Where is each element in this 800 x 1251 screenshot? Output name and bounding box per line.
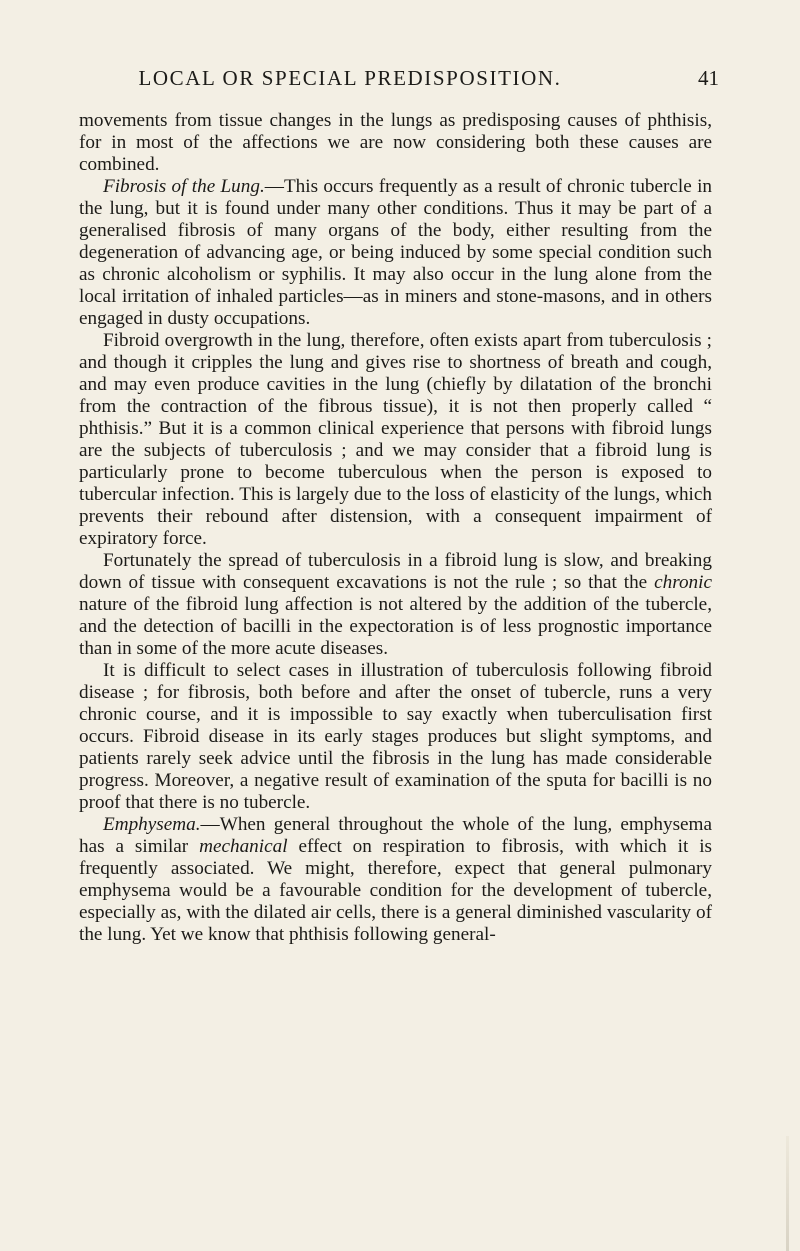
running-title: LOCAL OR SPECIAL PREDISPOSITION.: [138, 66, 562, 90]
page-number: 41: [698, 66, 719, 90]
paragraph-fortunately: [79, 550, 712, 660]
paragraph-fibroid-overgrowth: [79, 330, 712, 550]
paragraph-fortunately-text-a: Fortunately the spread of tuberculosis in a fibroid lung is slow, and breaking down of tissue with consequent excavations is not the rule ; so that the: [79, 550, 712, 593]
body-text: [79, 110, 712, 946]
paragraph-fibroid-overgrowth-text: Fibroid overgrowth in the lung, therefore, often exists apart from tuberculosis ; and though it cripples the lung and gives rise to shortness of breath and cough, and may even produce cavities in the lung (chiefly by dilatation of the bronchi from the contraction of the fibrous tissue), it is not then properly called “ phthisis.” But it is a common clinical experience that persons with fibroid lungs are the subjects of tuberculosis ; and we may consider that a fibroid lung is particularly prone to become tuberculous when the person is exposed to tubercular infection. This is largely due to the loss of elasticity of the lungs, which prevents their rebound after distension, with a consequent impairment of expiratory force.: [79, 330, 712, 549]
paragraph-1: [79, 110, 712, 176]
section-heading-emphysema: Emphysema.: [103, 814, 201, 835]
running-header: [0, 66, 800, 90]
paragraph-difficult-text: It is difficult to select cases in illustration of tuberculosis following fibroid disease ; for fibrosis, both before and after the onset of tubercle, runs a very chronic course, and it is impossible to say exactly when tuberculisation first occurs. Fibroid disease in its early stages produces but slight symptoms, and patients rarely seek advice until the fibrosis in the lung has made considerable progress. Moreover, a negative result of examination of the sputa for bacilli is no proof that there is no tubercle.: [79, 660, 712, 813]
paragraph-fibrosis-text: —This occurs frequently as a result of chronic tubercle in the lung, but it is found under many other conditions. Thus it may be part of a generalised fibrosis of many organs of the body, either resulting from the degeneration of advancing age, or being induced by some special condition such as chronic alcoholism or syphilis. It may also occur in the lung alone from the local irritation of inhaled particles—as in miners and stone-masons, and in others engaged in dusty occupations.: [79, 176, 712, 329]
paragraph-difficult: [79, 660, 712, 814]
paragraph-fibrosis: [79, 176, 712, 330]
paragraph-fortunately-text-b: nature of the fibroid lung affection is not altered by the addition of the tubercle, and the detection of bacilli in the expectoration is of less prognostic importance than in some of the more acute diseases.: [79, 594, 712, 659]
paragraph-emphysema-text-a: —When general throughout the whole of the lung, emphysema has a similar: [79, 814, 712, 857]
paragraph-emphysema-text-b: effect on respiration to fibrosis, with which it is frequently associated. We might, therefore, expect that general pulmonary emphysema would be a favourable condition for the development of tubercle, especially as, with the dilated air cells, there is a general diminished vascularity of the lung. Yet we know that phthisis following general-: [79, 836, 712, 945]
emphasis-mechanical: mechanical: [199, 836, 288, 857]
paragraph-emphysema: [79, 814, 712, 946]
page-edge-shadow: [786, 1136, 789, 1251]
paragraph-1-text: movements from tissue changes in the lungs as predisposing causes of phthisis, for in most of the affections we are now considering both these causes are combined.: [79, 110, 712, 175]
emphasis-chronic: chronic: [654, 572, 712, 593]
section-heading-fibrosis: Fibrosis of the Lung.: [103, 176, 265, 197]
